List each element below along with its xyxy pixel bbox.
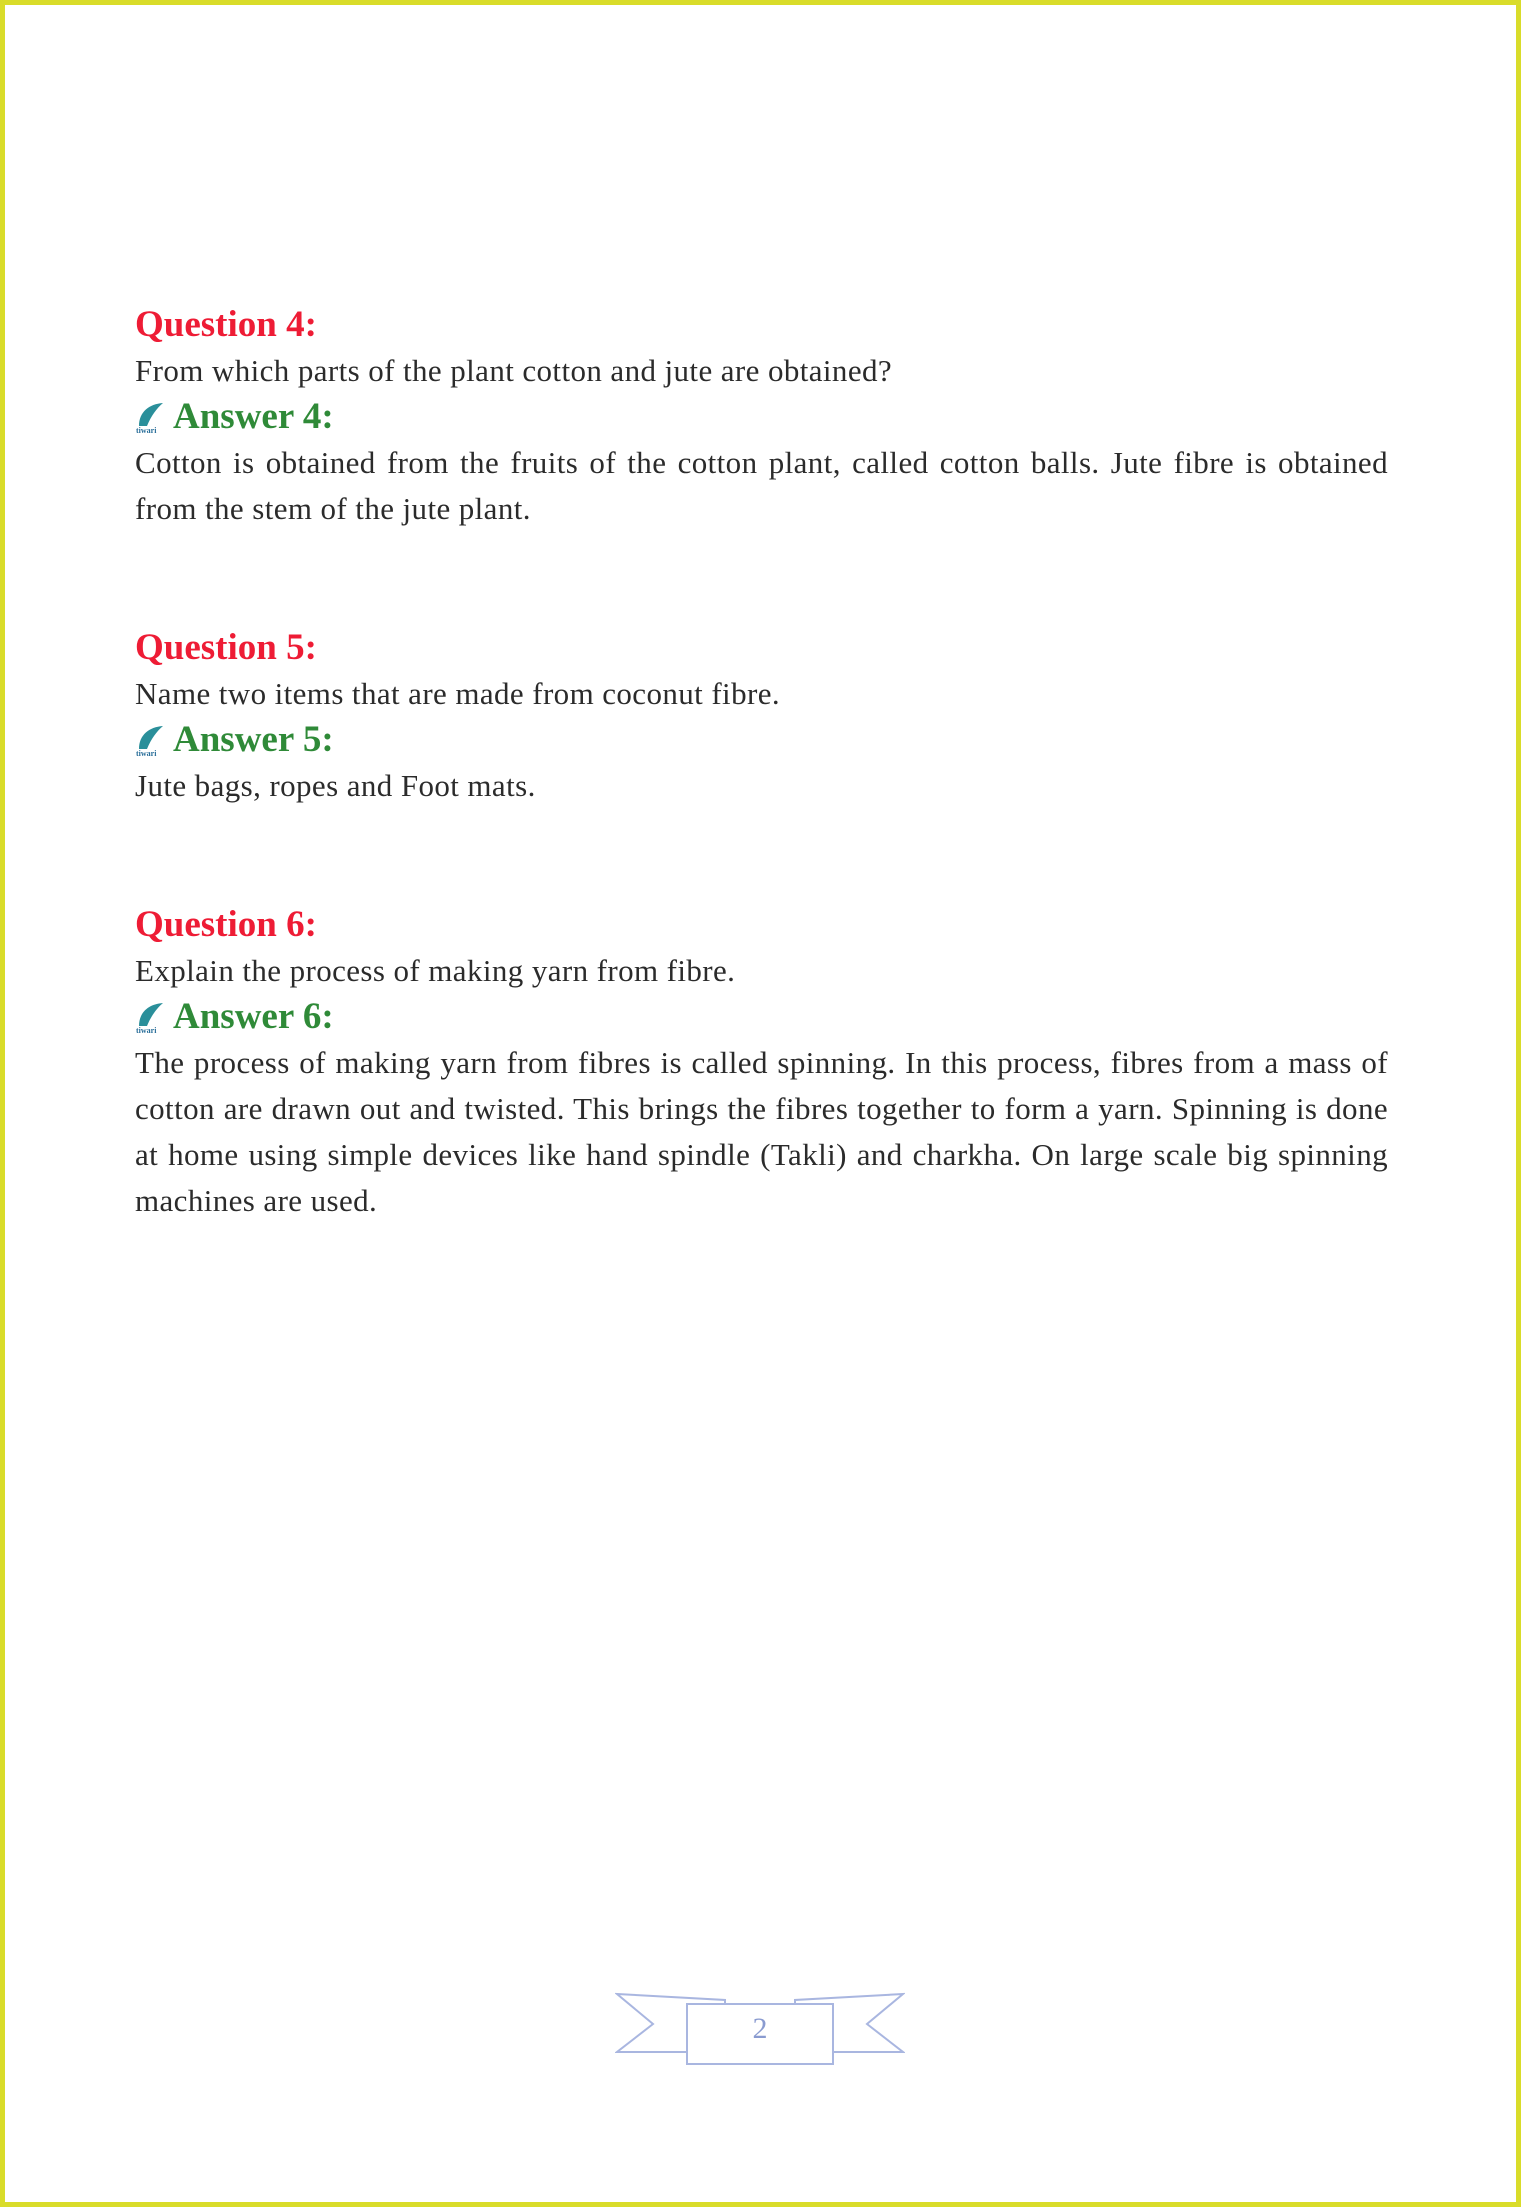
question-text: Name two items that are made from coconut fibre. — [135, 676, 780, 711]
answer-text: Cotton is obtained from the fruits of the cotton plant, called cotton balls. Jute fibre is obtained from the stem of the jute plant. — [135, 445, 1388, 526]
question-block-6 — [135, 902, 1388, 1224]
answer-label: Answer 4: — [173, 396, 334, 437]
question-heading: Question 5: — [135, 627, 317, 668]
question-text: Explain the process of making yarn from fibre. — [135, 953, 736, 988]
answer-heading — [135, 994, 1388, 1040]
answer-text: The process of making yarn from fibres is called spinning. In this process, fibres from a mass of cotton are drawn out and twisted. This brings the fibres together to form a yarn. Spinning is done at home using simple devices like hand spindle (Takli) and charkha. On large scale big spinning machines are used. — [135, 1045, 1388, 1218]
question-block-4 — [135, 302, 1388, 532]
svg-text:tiwari: tiwari — [136, 749, 157, 757]
question-heading: Question 4: — [135, 304, 317, 345]
tiwari-logo-icon — [135, 723, 165, 757]
answer-text: Jute bags, ropes and Foot mats. — [135, 768, 536, 803]
page-number: 2 — [752, 2012, 768, 2045]
answer-label: Answer 5: — [173, 719, 334, 760]
answer-heading — [135, 717, 1388, 763]
answer-label: Answer 6: — [173, 996, 334, 1037]
page-number-ribbon — [615, 1990, 905, 2070]
tiwari-logo-icon — [135, 1000, 165, 1034]
question-block-5 — [135, 625, 1388, 809]
answer-heading — [135, 394, 1388, 440]
question-text: From which parts of the plant cotton and jute are obtained? — [135, 353, 893, 388]
svg-text:tiwari: tiwari — [136, 1026, 157, 1034]
tiwari-logo-icon — [135, 400, 165, 434]
svg-text:tiwari: tiwari — [136, 426, 157, 434]
question-heading: Question 6: — [135, 904, 317, 945]
